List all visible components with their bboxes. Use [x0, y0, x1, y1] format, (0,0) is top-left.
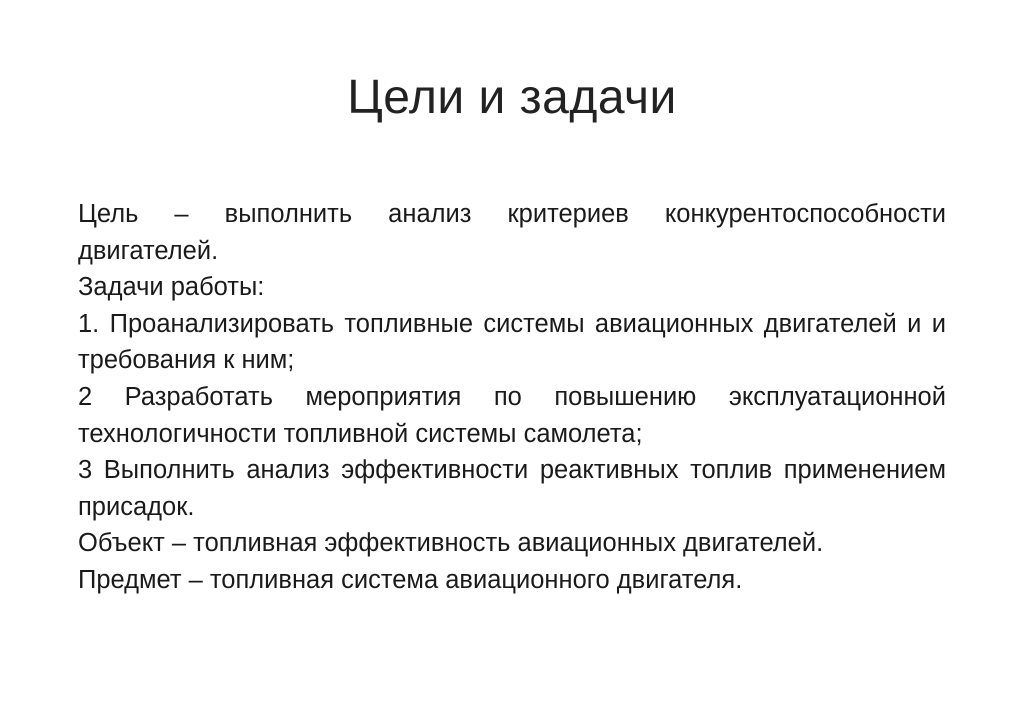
object-paragraph: Объект – топливная эффективность авиационных двигателей. [78, 529, 824, 558]
task-item-2: 2 Разработать мероприятия по повышению эксплуатационной технологичности топливной системы самолета; [78, 382, 946, 448]
task-item-3: 3 Выполнить анализ эффективности реактивных топлив применением присадок. [78, 456, 946, 521]
slide-title: Цели и задачи [347, 71, 677, 124]
subject-paragraph: Предмет – топливная система авиационного двигателя. [78, 565, 743, 594]
task-item-1: 1. Проанализировать топливные системы авиационных двигателей и и требования к ним; [78, 309, 946, 375]
slide-body [78, 196, 946, 599]
goal-paragraph: Цель – выполнить анализ критериев конкурентоспособности двигателей. [78, 200, 946, 265]
tasks-heading: Задачи работы: [78, 273, 265, 302]
